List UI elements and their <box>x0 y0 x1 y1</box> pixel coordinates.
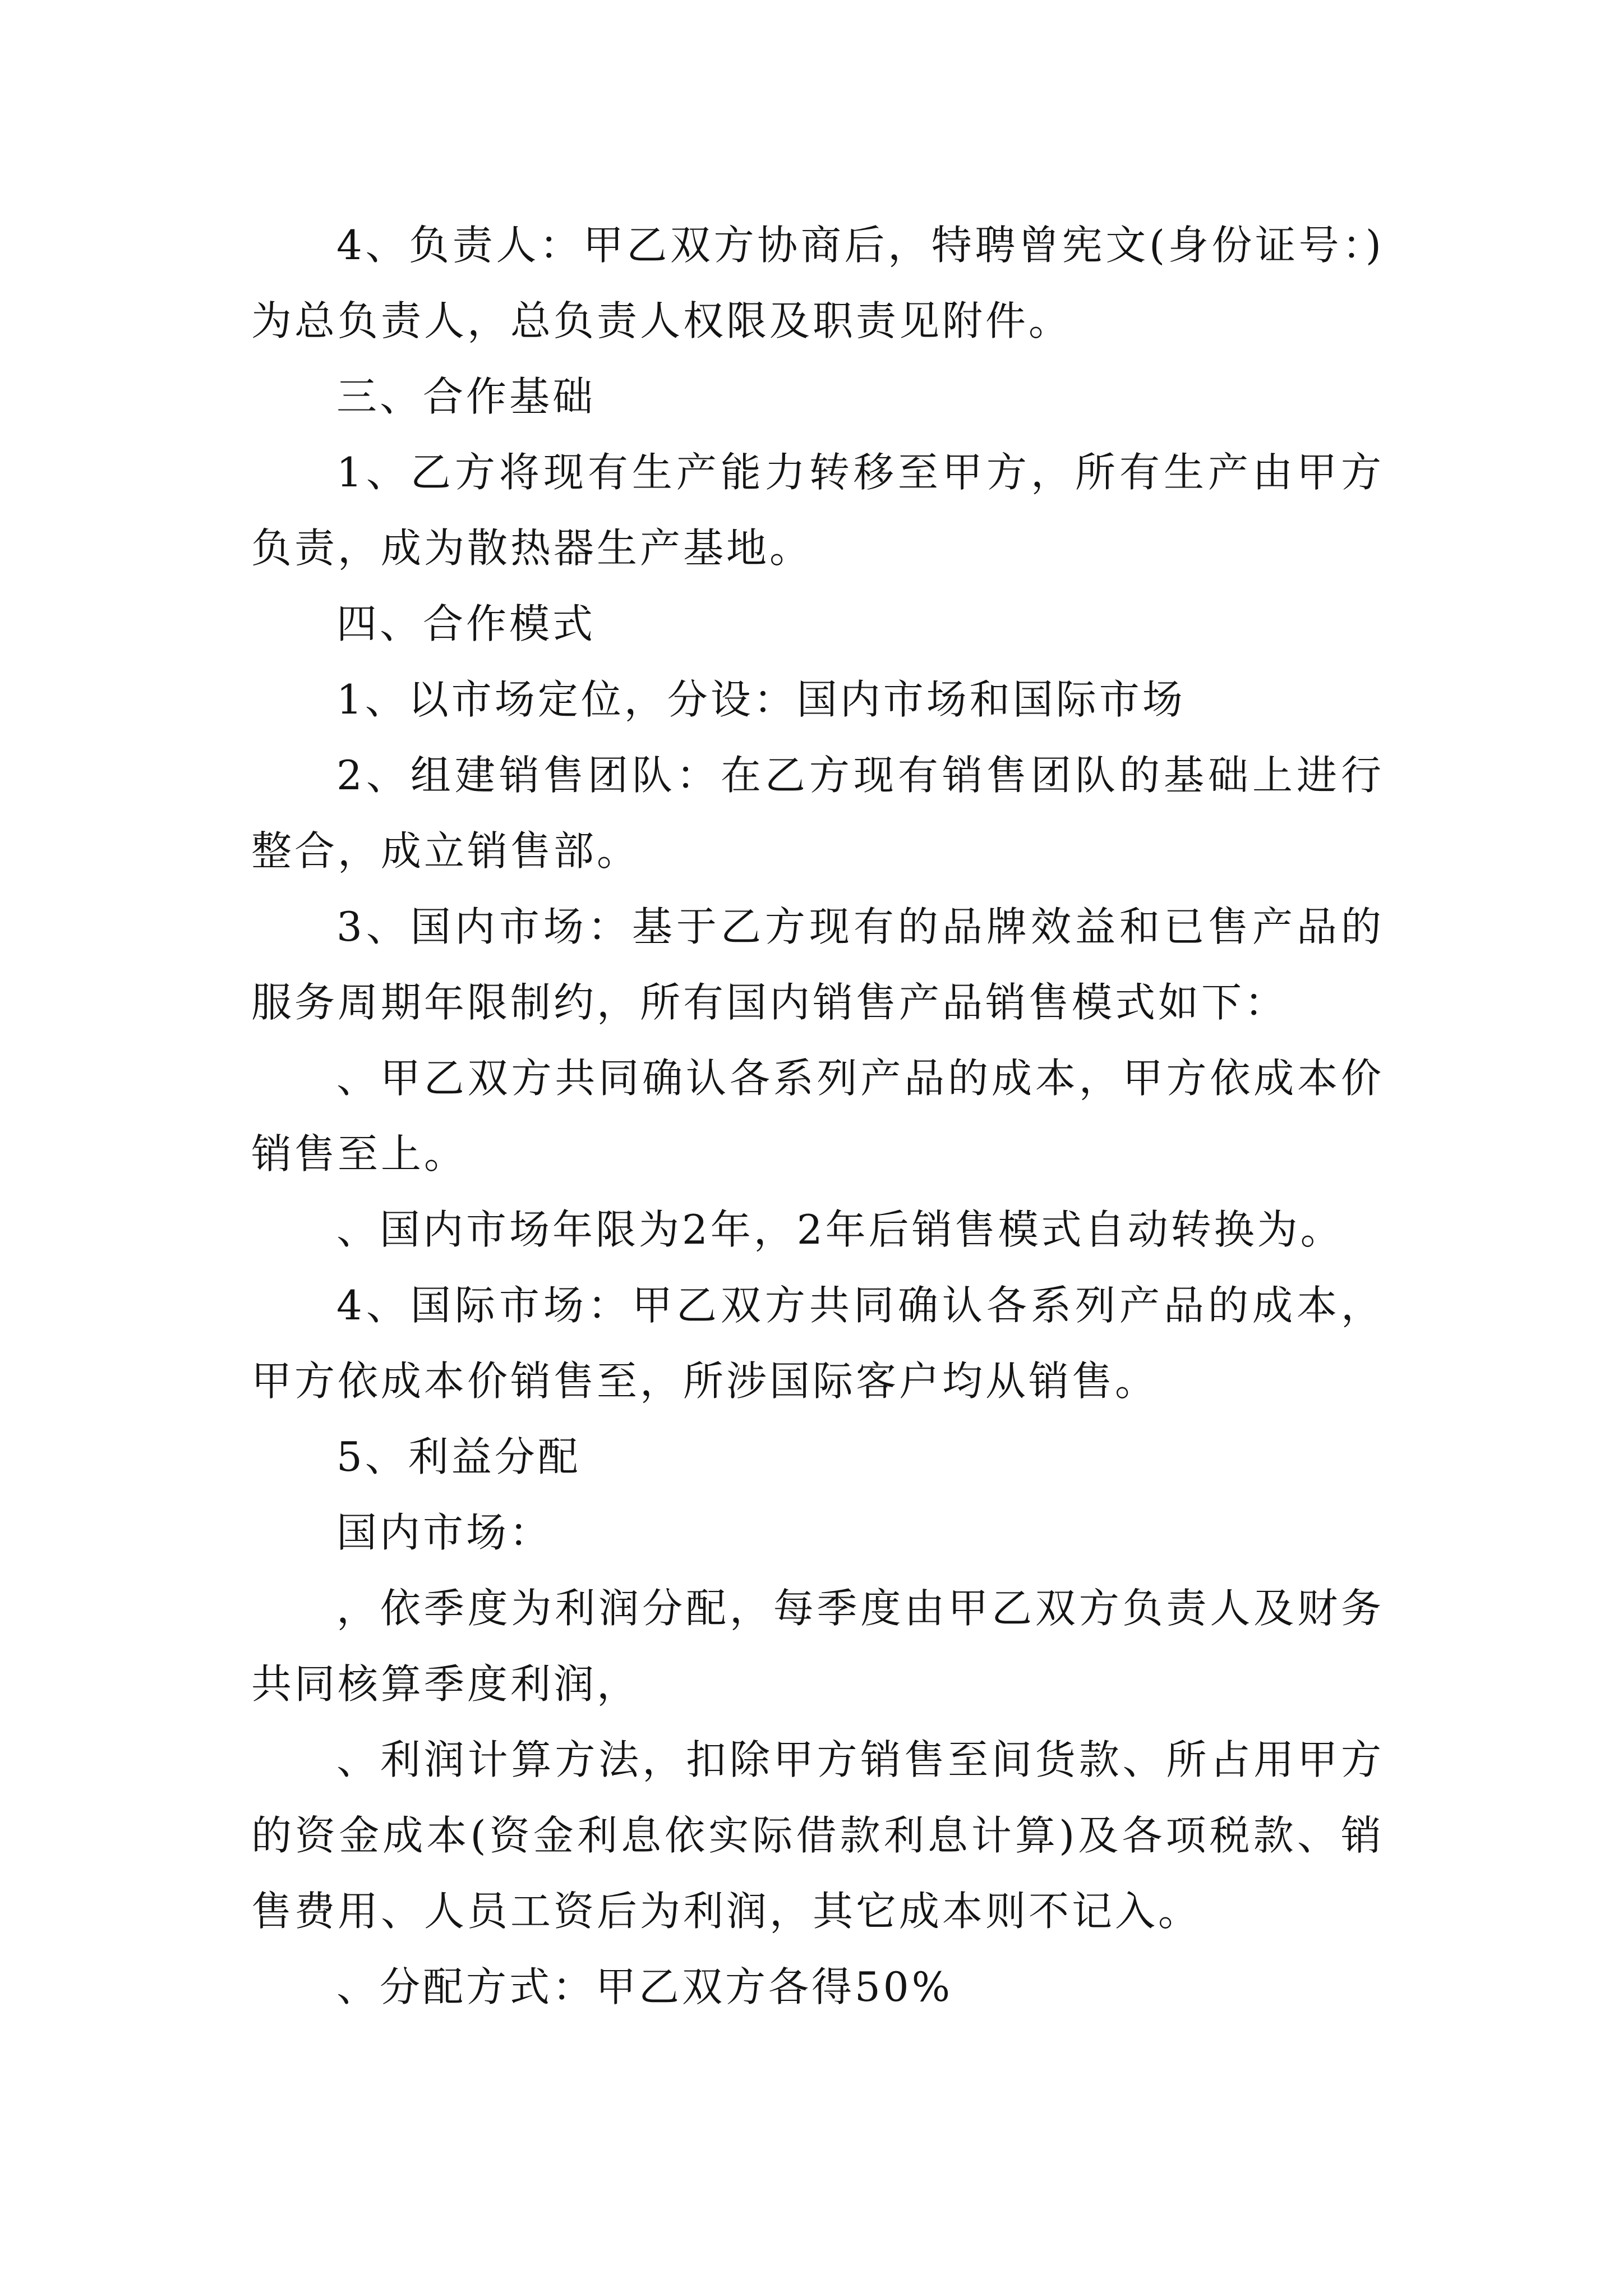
paragraph-quarterly-distribution: ，依季度为利润分配，每季度由甲乙双方负责人及财务共同核算季度利润， <box>251 1585 1384 1708</box>
paragraph-domestic-market: 3、国内市场：基于乙方现有的品牌效益和已售产品的服务周期年限制约，所有国内销售产品销售模式如下： <box>251 903 1384 1026</box>
paragraph-production-transfer: 1、乙方将现有生产能力转移至甲方，所有生产由甲方负责，成为散热器生产基地。 <box>251 449 1384 572</box>
paragraph-profit-calculation: 、利润计算方法，扣除甲方销售至间货款、所占用甲方的资金成本(资金利息依实际借款利息计算)及各项税款、销售费用、人员工资后为利润，其它成本则不记入。 <box>251 1736 1384 1935</box>
heading-cooperation-mode: 四、合作模式 <box>336 600 596 647</box>
paragraph-responsible-person: 4、负责人：甲乙双方协商后，特聘曾宪文(身份证号：)为总负责人，总负责人权限及职责见附件。 <box>251 222 1384 344</box>
paragraph-market-positioning: 1、以市场定位，分设：国内市场和国际市场 <box>336 676 1186 723</box>
paragraph-distribution-method: 、分配方式：甲乙双方各得50% <box>336 1963 953 2010</box>
heading-profit-distribution: 5、利益分配 <box>336 1433 581 1480</box>
paragraph-domestic-term: 、国内市场年限为2年，2年后销售模式自动转换为。 <box>336 1206 1344 1253</box>
paragraph-cost-confirmation: 、甲乙双方共同确认各系列产品的成本，甲方依成本价销售至上。 <box>251 1055 1384 1177</box>
document-body <box>251 208 1384 2025</box>
paragraph-international-market: 4、国际市场：甲乙双方共同确认各系列产品的成本，甲方依成本价销售至，所涉国际客户均从销售。 <box>251 1282 1384 1405</box>
heading-cooperation-basis: 三、合作基础 <box>336 373 596 420</box>
subheading-domestic-market: 国内市场： <box>336 1509 553 1556</box>
paragraph-sales-team: 2、组建销售团队：在乙方现有销售团队的基础上进行整合，成立销售部。 <box>251 752 1384 875</box>
